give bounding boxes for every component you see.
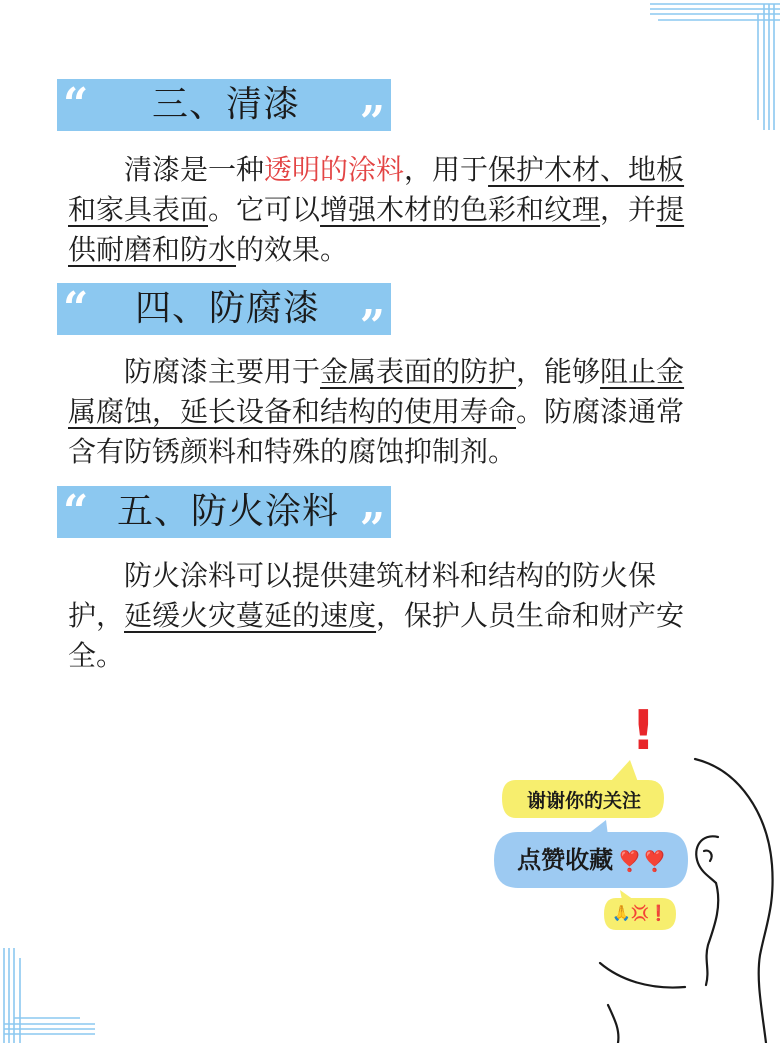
section-paragraph: 防火涂料可以提供建筑材料和结构的防火保护，延缓火灾蔓延的速度，保护人员生命和财产安全。 <box>68 559 685 672</box>
quote-open-mark: “ <box>63 79 89 130</box>
underlined-text: 阻止金属腐蚀，延长设备和结构的使用寿命 <box>68 355 685 428</box>
section-heading: 四、防腐漆 <box>135 288 321 329</box>
heart-exclamation-icon: ❣️❣️ <box>617 849 667 873</box>
emoji-bubble: 🙏💢❗ <box>611 904 669 922</box>
section-paragraph: 清漆是一种透明的涂料，用于保护木材、地板和家具表面。它可以增强木材的色彩和纹理，并提供耐磨和防水的效果。 <box>68 153 685 266</box>
corner-frame-top-right <box>640 0 780 135</box>
like-collect-bubble: 点赞收藏 ❣️❣️ <box>517 846 667 874</box>
quote-close-mark: ” <box>359 97 385 148</box>
corner-frame-bottom-left <box>0 948 100 1043</box>
section-banner <box>57 486 391 555</box>
thanks-bubble: 谢谢你的关注 <box>526 790 641 812</box>
underlined-text: 金属表面的防护 <box>320 355 517 388</box>
underlined-text: 提供耐磨和防水 <box>68 193 685 266</box>
quote-close-mark: ” <box>359 504 385 555</box>
section-heading: 五、防火涂料 <box>117 491 340 532</box>
section-banner <box>57 79 391 148</box>
underlined-text: 增强木材的色彩和纹理 <box>320 193 601 226</box>
quote-close-mark: ” <box>359 301 385 352</box>
section-banner <box>57 283 391 352</box>
highlight-text: 透明的涂料 <box>264 153 405 186</box>
underlined-text: 保护木材、地板和家具表面 <box>68 153 685 226</box>
underlined-text: 延缓火灾蔓延的速度 <box>124 599 377 632</box>
quote-open-mark: “ <box>63 283 89 334</box>
section-paragraph: 防腐漆主要用于金属表面的防护，能够阻止金属腐蚀，延长设备和结构的使用寿命。防腐漆通常含有防锈颜料和特殊的腐蚀抑制剂。 <box>68 355 685 468</box>
quote-open-mark: “ <box>63 486 89 537</box>
section-heading: 三、清漆 <box>152 84 301 125</box>
exclamation-icon: ! <box>631 699 656 762</box>
